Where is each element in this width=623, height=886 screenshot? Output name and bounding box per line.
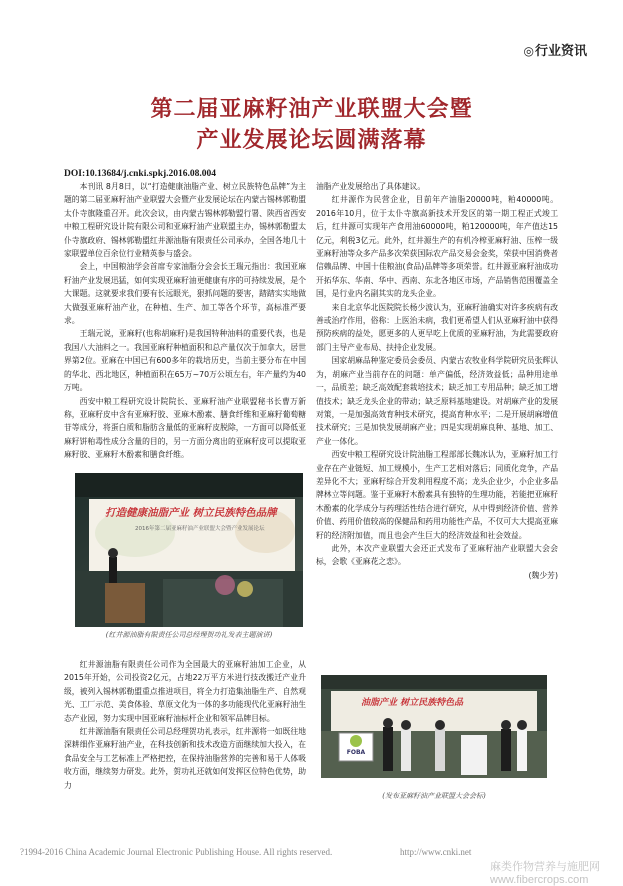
- left-column-bottom: [64, 658, 306, 858]
- section-tag: [524, 40, 588, 59]
- bullseye-icon: ◎: [523, 44, 534, 58]
- author-signature: (魏少芳): [528, 570, 558, 580]
- photo-logo-release-banner: 油脂产业 树立民族特色品: [361, 698, 464, 708]
- right-column: [316, 180, 558, 664]
- doi: DOI:10.13684/j.cnki.spkj.2016.08.004: [64, 169, 217, 179]
- footer-copyright: ?1994-2016 China Academic Journal Electronic Publishing House. All rights reserved.: [20, 847, 333, 857]
- paragraph: 西安中粮工程研究设计院院长、亚麻籽油产业联盟秘书长曹万新称，亚麻籽皮中含有亚麻籽胶、亚麻木酚素、膳食纤维和亚麻籽葡萄糖苷等成分，将蛋白质和脂肪含量低的亚麻籽皮脱除，一方面可以降低亚麻籽饼粕毒性成分含量的目的，另一方面分离出的亚麻籽皮可以提取亚麻籽胶、亚麻籽木酚素和膳食纤维。: [64, 396, 306, 460]
- paragraph: 会上，中国粮油学会首席专家油脂分会会长王瑞元指出：我国亚麻籽油产业发展迅猛，如何实现亚麻籽油更健康有序的可持续发展，是个大课题。这就要求我们要有长远眼光，狠抓问题的要害，踏踏实实地做大做强亚麻籽油产业，在种植、生产、加工等各个环节，高标准严要求。: [64, 262, 306, 326]
- paragraph: 红井源油脂有限责任公司作为全国最大的亚麻籽油加工企业，从2015年开始，公司投资2亿元，占地22万平方米进行技改搬迁产业升级，被列入锡林郭勒盟重点推进项目，将全力打造集油脂生产、自然观光、工厂示范、美食体验、草原文化为一体的多功能现代化亚麻籽油生态产业园，努力实现中国亚麻籽油标杆企业和领军品牌目标。: [64, 660, 306, 723]
- photo-logo-release: [321, 675, 547, 778]
- paragraph: 红井源油脂有限责任公司总经理贺功礼表示，红井源将一如既往地深耕细作亚麻籽油产业，在科技创新和技术改造方面继续加大投入，在食品安全与工艺标准上严格把控，在保持油脂营养的完善和易于人体吸收方面，继续努力研发。此外，贺功礼还就如何发挥区位特色优势，助力: [64, 727, 306, 790]
- photo-logo-release-image: [321, 675, 547, 778]
- paragraph: 此外，本次产业联盟大会还正式发布了亚麻籽油产业联盟大会会标，会歌《亚麻花之恋》。: [316, 543, 558, 567]
- photo-speech-banner-sub: 2016年第二届亚麻籽油产业联盟大会暨产业发展论坛: [135, 526, 265, 532]
- photo-speech: [75, 473, 303, 627]
- paragraph: 本刊讯 8月8日，以“打造健康油脂产业、树立民族特色品牌”为主题的第二届亚麻籽油产业联盟大会暨产业发展论坛在内蒙古锡林郭勒盟太仆寺旗隆重召开。此次会议，由内蒙古锡林郭勒盟行署、陕西省西安中粮工程研究设计院有限公司和亚麻籽油产业联盟主办，锡林郭勒盟太仆寺旗政府、锡林郭勒盟红井源油脂有限责任公司承办，全国各地几十家联盟单位百余位行业精英参与盛会。: [64, 182, 306, 259]
- paragraph: 西安中粮工程研究设计院油脂工程部部长魏冰认为，亚麻籽加工行业存在产业链短、加工规模小，生产工艺相对落后；同质化竞争，产品差异化不大；亚麻籽综合开发利用程度不高；龙头企业少，小企业多品牌林立等问题。鉴于亚麻籽木酚素具有独特的生理功能，若能把亚麻籽木酚素的化学成分与药理活性结合进行研究，从中得到经济价值、营养价值、药用价值较高的保健品和药用功能性产品，不仅可大大提高亚麻籽的经济附加值，而且也会产生巨大的经济效益和社会效益。: [316, 450, 558, 540]
- photo-speech-caption: (红井源油脂有限责任公司总经理贺功礼发表主题演讲): [105, 631, 273, 639]
- paragraph: 国家胡麻品种鉴定委员会委员、内蒙古农牧业科学院研究员张辉认为，胡麻产业当前存在的问题：单产偏低，经济效益低；品种用途单一，品质差；缺乏高效配套栽培技术；缺乏加工专用品种；缺乏加工增值技术；缺乏龙头企业的带动；缺乏原料基地建设。对胡麻产业的发展对策，一是加强高效育种技术研究，提高育种水平；二是开展胡麻增值技术研究；三是加快发展胡麻产业；四是实现胡麻良种、基地、加工、产业一体化。: [316, 356, 558, 446]
- paragraph: 王瑞元说，亚麻籽(也称胡麻籽)是我国特种油料的重要代表，也是我国八大油料之一。我国亚麻籽种植面积和总产量仅次于加拿大，居世界第2位。亚麻在中国已有600多年的栽培历史，当前主要分布在中国的华北、西北地区，种植面积在65万~70万公顷左右，年产量约为40万吨。: [64, 329, 306, 393]
- paragraph: 红井源作为民营企业，目前年产油脂20000吨，粕40000吨。2016年10月，位于太仆寺旗高新技术开发区的第一期工程正式竣工后，红井源可实现年产食用油60000吨，粕120000吨，年产值达15亿元，利税3亿元。此外，红井源生产的有机冷榨亚麻籽油、压榨一级亚麻籽油等众多产品多次荣获国际农产品交易会金奖，荣获中国消费者信赖品牌、中国十佳粮油(食品)品牌等多项荣誉。红井源亚麻籽油成功开拓华东、华南、华中、西南、东北各地区市场，产品销售范围覆盖全国，是行业内名副其实的龙头企业。: [316, 195, 558, 299]
- photo-speech-banner: 打造健康油脂产业 树立民族特色品牌: [105, 507, 277, 519]
- article-title-line2: 产业发展论坛圆满落幕: [196, 128, 427, 153]
- section-tag-label: 行业资讯: [534, 44, 587, 59]
- watermark-cn: 麻类作物营养与施肥网: [490, 861, 600, 873]
- footer-url[interactable]: http://www.cnki.net: [400, 847, 472, 857]
- left-column-top: [64, 180, 306, 468]
- watermark: [490, 858, 600, 886]
- watermark-en: www.fibercrops.com: [490, 874, 589, 886]
- photo-logo-release-board: FOBA: [346, 749, 366, 756]
- paragraph: 油脂产业发展给出了具体建议。: [316, 182, 426, 191]
- photo-speech-image: [75, 473, 303, 627]
- paragraph: 来自北京华北医院院长杨少波认为，亚麻籽油确实对许多疾病有改善或治疗作用，俗称：上医治未病，我们更希望人们从亚麻籽油中获得预防疾病的益处，愿更多的人更早吃上优质的亚麻籽油，为此需要政府部门主导产业布局、扶持企业发展。: [316, 302, 558, 352]
- article-title-line1: 第二届亚麻籽油产业联盟大会暨: [150, 97, 473, 122]
- photo-logo-release-caption: (发布亚麻籽油产业联盟大会会标): [382, 792, 486, 800]
